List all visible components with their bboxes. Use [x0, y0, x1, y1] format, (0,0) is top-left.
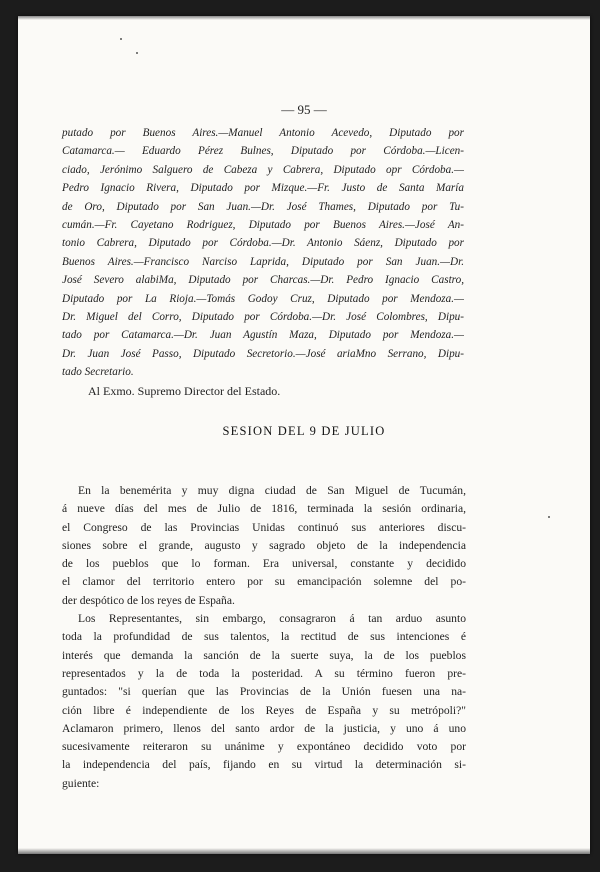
signatories-line: ciado, Jerónimo Salguero de Cabeza y Cabrera, Diputado opr Córdoba.—	[62, 163, 464, 176]
section-heading: SESION DEL 9 DE JULIO	[222, 424, 386, 438]
signatories-line: de Oro, Diputado por San Juan.—Dr. José Thames, Diputado por Tu-	[62, 200, 464, 213]
signatories-line: tonio Cabrera, Diputado por Córdoba.—Dr. Antonio Sáenz, Diputado por	[62, 237, 464, 250]
body-line: el clamor del territorio entero por su emancipación solemne del po-	[62, 575, 466, 589]
signatories-line: Catamarca.— Eduardo Pérez Bulnes, Diputado por Córdoba.—Licen-	[62, 145, 464, 158]
paper-speck	[136, 52, 138, 54]
body-line: Aclamaron primero, llenos del santo ardor de la justicia, y uno á uno	[62, 721, 466, 735]
signatories-line: Buenos Aires.—Francisco Narciso Laprida, Diputado por San Juan.—Dr.	[62, 255, 464, 268]
signatories-line: Pedro Ignacio Rivera, Diputado por Mizque.—Fr. Justo de Santa María	[62, 182, 464, 195]
signatories-line: José Severo alabiMa, Diputado por Charcas.—Dr. Pedro Ignacio Castro,	[62, 274, 464, 287]
address-line: Al Exmo. Supremo Director del Estado.	[88, 384, 281, 398]
page-number: — 95 —	[281, 102, 327, 117]
body-line: el Congreso de las Provincias Unidas continuó sus anteriores discu-	[62, 520, 466, 534]
body-line: la independencia del país, fijando en su virtud la determinación si-	[62, 758, 466, 772]
body-line: siones sobre el grande, augusto y sagrado objeto de la independencia	[62, 538, 466, 552]
body-line: Los Representantes, sin embargo, consagraron á tan arduo asunto	[78, 612, 466, 626]
signatories-line: tado Secretario.	[62, 366, 134, 379]
book-page	[18, 16, 590, 854]
signatories-line: putado por Buenos Aires.—Manuel Antonio Acevedo, Diputado por	[62, 127, 464, 139]
signatories-paragraph	[62, 124, 464, 382]
signatories-line: Dr. Miguel del Corro, Diputado por Córdoba.—Dr. José Colombres, Dipu-	[62, 311, 464, 324]
body-line: guntados: "si querían que las Provincias de la Unión fuesen una na-	[62, 685, 466, 699]
body-line: interés que demanda la sanción de la suerte suya, la de los pueblos	[62, 648, 466, 662]
page-bottom-edge	[18, 848, 590, 854]
body-line: representados y la de toda la posteridad. A su término fueron pre-	[62, 666, 466, 680]
body-line: sucesivamente reiteraron su unánime y expontáneo decidido voto por	[62, 740, 466, 754]
body-line: En la benemérita y muy digna ciudad de San Miguel de Tucumán,	[78, 484, 466, 497]
body-line: á nueve días del mes de Julio de 1816, terminada la sesión ordinaria,	[62, 502, 466, 516]
signatories-line: Diputado por La Rioja.—Tomás Godoy Cruz, Diputado por Mendoza.—	[62, 292, 464, 305]
body-line: toda la profundidad de sus talentos, la rectitud de sus intenciones é	[62, 630, 466, 644]
body-line: de los pueblos que lo forman. Era universal, constante y decidido	[62, 557, 466, 571]
body-line: guiente:	[62, 776, 100, 790]
paper-speck	[548, 516, 550, 518]
page-top-edge	[18, 16, 590, 20]
paper-speck	[120, 38, 122, 40]
signatories-line: tado por Catamarca.—Dr. Juan Agustín Maza, Diputado por Mendoza.—	[62, 329, 464, 342]
body-paragraphs	[62, 482, 466, 793]
signatories-line: Dr. Juan José Passo, Diputado Secretorio.—José ariaMno Serrano, Dipu-	[62, 347, 464, 360]
signatories-line: cumán.—Fr. Cayetano Rodriguez, Diputado por Buenos Aires.—José An-	[62, 219, 464, 232]
body-line: ción libre é independiente de los Reyes de España y su metrópoli?"	[62, 703, 466, 717]
body-line: der despótico de los reyes de España.	[62, 593, 235, 607]
